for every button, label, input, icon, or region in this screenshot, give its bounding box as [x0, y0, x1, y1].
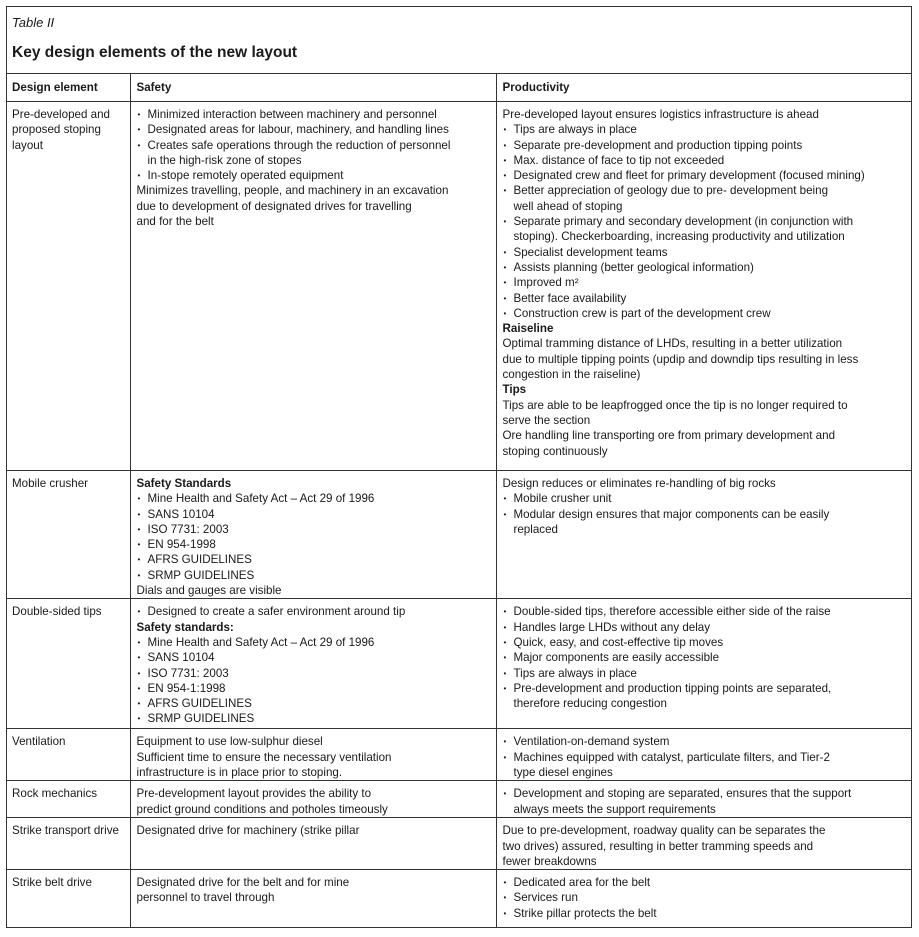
bullet-item: • Services run [503, 890, 908, 905]
bullet-item: • Double-sided tips, therefore accessible either side of the raise [503, 604, 908, 619]
bullet-item: • Improved m² [503, 275, 908, 290]
design-elements-table [6, 73, 912, 928]
header-design-element: Design element [6, 74, 130, 102]
bullet-item: • EN 954-1:1998 [137, 681, 491, 696]
text-line: Sufficient time to ensure the necessary ventilation [136, 750, 392, 764]
design-element-cell [6, 729, 130, 781]
bullet-item: • Better face availability [503, 291, 908, 306]
text-line: Equipment to use low-sulphur diesel [136, 735, 323, 749]
bullet-item: • Mine Health and Safety Act – Act 29 of 1996 [137, 491, 491, 506]
table-row [6, 471, 912, 599]
text-line: serve the section [502, 413, 591, 427]
productivity-cell [496, 471, 912, 599]
design-element-text: Strike belt drive [12, 876, 92, 890]
design-element-cell [6, 471, 130, 599]
bullet-item: • ISO 7731: 2003 [137, 522, 491, 537]
bullet-item: • Ventilation-on-demand system [503, 734, 908, 749]
safety-cell [130, 781, 496, 818]
safety-cell [130, 471, 496, 599]
bullet-item: • Assists planning (better geological information) [503, 260, 908, 275]
text-line: Ore handling line transporting ore from primary development and [502, 429, 836, 443]
text-line: Optimal tramming distance of LHDs, resulting in a better utilization [502, 337, 843, 351]
design-element-cell [6, 818, 130, 870]
bullet-item: • Mobile crusher unit [503, 491, 908, 506]
bullet-item: • AFRS GUIDELINES [137, 696, 491, 711]
table-row [6, 870, 912, 928]
design-element-text: layout [12, 138, 43, 152]
bullet-item: • EN 954-1998 [137, 537, 491, 552]
text-line: Design reduces or eliminates re-handling of big rocks [502, 477, 776, 490]
text-line: therefore reducing congestion [513, 697, 667, 711]
text-line: and for the belt [136, 215, 214, 229]
productivity-cell [496, 729, 912, 781]
bullet-item: • Separate primary and secondary development (in conjunction with [503, 214, 908, 229]
text-line: Dials and gauges are visible [136, 584, 282, 598]
text-line: predict ground conditions and potholes timeously [136, 802, 388, 816]
bullet-item: • Max. distance of face to tip not exceeded [503, 153, 908, 168]
design-element-text: proposed stoping [12, 123, 101, 137]
table-row [6, 818, 912, 870]
text-line: two drives) assured, resulting in better tramming speeds and [502, 839, 814, 853]
text-line: Minimizes travelling, people, and machinery in an excavation [136, 184, 449, 198]
text-line: type diesel engines [513, 765, 613, 779]
design-element-text: Double-sided tips [12, 605, 102, 619]
text-line: Pre-development layout provides the ability to [136, 787, 372, 801]
bullet-item: • Dedicated area for the belt [503, 875, 908, 890]
bullet-item: • Machines equipped with catalyst, particulate filters, and Tier-2 [503, 750, 908, 765]
bullet-item: • Development and stoping are separated, ensures that the support [503, 786, 908, 801]
bullet-item: • Mine Health and Safety Act – Act 29 of 1996 [137, 635, 491, 650]
design-element-cell [6, 870, 130, 928]
bullet-item: • Creates safe operations through the reduction of personnel [137, 138, 491, 153]
text-line: personnel to travel through [136, 891, 275, 905]
bullet-item: • ISO 7731: 2003 [137, 666, 491, 681]
bullet-item: • Designated areas for labour, machinery, and handling lines [137, 122, 491, 137]
productivity-cell [496, 818, 912, 870]
productivity-cell [496, 870, 912, 928]
bullet-item: • In-stope remotely operated equipment [137, 168, 491, 183]
text-line: Designated drive for the belt and for mine [136, 876, 350, 890]
bullet-item: • Tips are always in place [503, 666, 908, 681]
text-line: always meets the support requirements [513, 802, 716, 816]
bullet-item: • Separate pre-development and production tipping points [503, 138, 908, 153]
subheading: Safety standards: [136, 620, 234, 634]
productivity-cell [496, 599, 912, 729]
text-line: replaced [513, 522, 558, 536]
header-row [6, 74, 912, 102]
text-line: stoping). Checkerboarding, increasing productivity and utilization [513, 230, 845, 244]
table-frame [6, 6, 912, 928]
text-line: well ahead of stoping [513, 199, 623, 213]
bullet-item: • Minimized interaction between machinery and personnel [137, 107, 491, 122]
bullet-item: • AFRS GUIDELINES [137, 552, 491, 567]
table-row [6, 729, 912, 781]
bullet-item: • Construction crew is part of the development crew [503, 306, 908, 321]
table-title: Key design elements of the new layout [12, 44, 298, 61]
bullet-item: • Specialist development teams [503, 245, 908, 260]
design-element-text: Mobile crusher [12, 477, 89, 490]
safety-cell [130, 870, 496, 928]
productivity-cell [496, 781, 912, 818]
bullet-item: • Tips are always in place [503, 122, 908, 137]
bullet-item: • SRMP GUIDELINES [137, 711, 491, 726]
text-line: due to development of designated drives for travelling [136, 199, 412, 213]
design-element-text: Pre-developed and [12, 108, 110, 121]
bullet-item: • Handles large LHDs without any delay [503, 620, 908, 635]
table-row [6, 781, 912, 818]
design-element-cell [6, 599, 130, 729]
bullet-item: • Designed to create a safer environment around tip [137, 604, 491, 619]
text-line: congestion in the raiseline) [502, 368, 641, 382]
bullet-item: • Quick, easy, and cost-effective tip moves [503, 635, 908, 650]
bullet-item: • Modular design ensures that major components can be easily [503, 507, 908, 522]
text-line: Pre-developed layout ensures logistics infrastructure is ahead [502, 108, 819, 121]
header-productivity: Productivity [496, 74, 912, 102]
subheading: Tips [502, 383, 527, 397]
text-line: stoping continuously [502, 444, 608, 458]
design-element-text: Rock mechanics [12, 787, 98, 801]
text-line: infrastructure is in place prior to stoping. [136, 765, 343, 779]
table-row [6, 102, 912, 471]
safety-cell [130, 818, 496, 870]
design-element-cell [6, 102, 130, 471]
bullet-item: • Major components are easily accessible [503, 650, 908, 665]
bullet-item: • Strike pillar protects the belt [503, 906, 908, 921]
design-element-text: Ventilation [12, 735, 66, 749]
design-element-text: Strike transport drive [12, 824, 119, 838]
safety-cell [130, 102, 496, 471]
table-row [6, 599, 912, 729]
productivity-cell [496, 102, 912, 471]
text-line: Designated drive for machinery (strike pillar [136, 824, 360, 838]
safety-cell [130, 599, 496, 729]
text-line: fewer breakdowns [502, 854, 597, 868]
subheading: Raiseline [502, 322, 554, 336]
safety-cell [130, 729, 496, 781]
table-caption: Table II [12, 15, 55, 30]
bullet-item: • Designated crew and fleet for primary development (focused mining) [503, 168, 908, 183]
bullet-item: • SANS 10104 [137, 650, 491, 665]
text-line: Tips are able to be leapfrogged once the tip is no longer required to [502, 398, 848, 412]
text-line: Due to pre-development, roadway quality can be separates the [502, 824, 826, 838]
design-element-cell [6, 781, 130, 818]
text-line: due to multiple tipping points (updip and downdip tips resulting in less [502, 352, 859, 366]
bullet-item: • Pre-development and production tipping points are separated, [503, 681, 908, 696]
bullet-item: • SRMP GUIDELINES [137, 568, 491, 583]
bullet-item: • SANS 10104 [137, 507, 491, 522]
text-line: in the high-risk zone of stopes [147, 153, 302, 167]
header-safety: Safety [130, 74, 496, 102]
subheading: Safety Standards [136, 477, 232, 490]
bullet-item: • Better appreciation of geology due to pre- development being [503, 183, 908, 198]
